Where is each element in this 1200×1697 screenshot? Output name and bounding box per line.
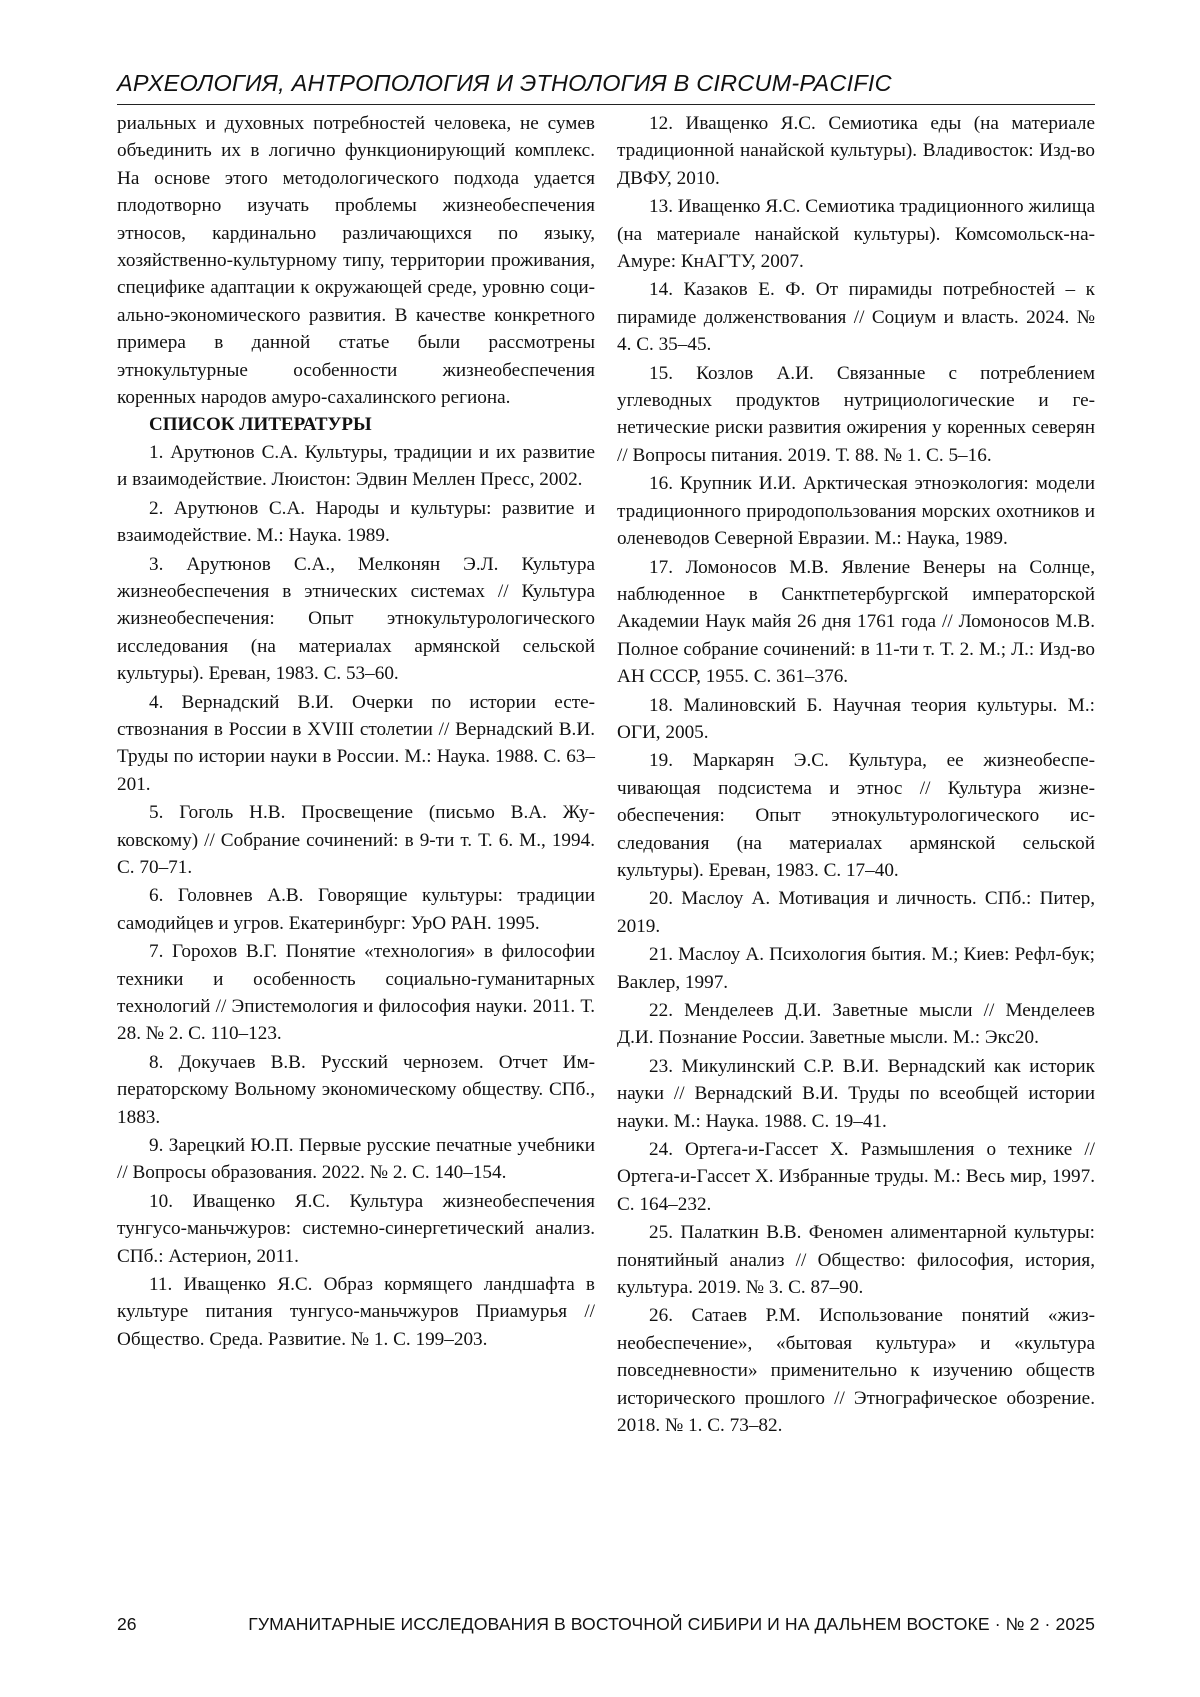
reference-item: 5. Гоголь Н.В. Просвещение (письмо В.А. Жуковскому) // Собрание сочинений: в 9-ти т. Т. 6. М., 1994. С. 70–71. xyxy=(117,802,595,878)
reference-item: 21. Маслоу А. Психология бытия. М.; Киев: Рефл-бук; Ваклер, 1997. xyxy=(617,944,1095,993)
reference-item: 22. Менделеев Д.И. Заветные мысли // Менделеев Д.И. Познание России. Заветные мысли. М.: Экс20. xyxy=(617,1000,1095,1049)
reference-item: 18. Малиновский Б. Научная теория культуры. М.: ОГИ, 2005. xyxy=(617,694,1095,743)
reference-item: 13. Иващенко Я.С. Семиотика традиционного жилища (на материале нанайской культуры). Комсомольск-на-Амуре: КнАГТУ, 2007. xyxy=(617,196,1096,273)
reference-item: 10. Иващенко Я.С. Культура жизнеобеспечения тунгусо-маньчжуров: системно-синергетический анализ. СПб.: Астерион, 2011. xyxy=(117,1190,595,1267)
journal-title: ГУМАНИТАРНЫЕ ИССЛЕДОВАНИЯ В ВОСТОЧНОЙ СИБИРИ И НА ДАЛЬНЕМ ВОСТОКЕ · № 2 · 2025 xyxy=(248,1614,1095,1634)
reference-item: 15. Козлов А.И. Связанные с потреблением углеводных продуктов нутрициологические и генетические риски развития ожирения у коренных северян // Вопросы питания. 2019. Т. 88. № 1. С. 5–16. xyxy=(617,362,1095,466)
left-column xyxy=(117,110,595,1354)
reference-item: 26. Сатаев Р.М. Использование понятий «жизнеобеспечение», «бытовая культура» и «культура повседневности» применительно к изучению обществ исторического прошлого // Этнографическое обозрение. 2018. № 1. С. 73–82. xyxy=(617,1305,1095,1437)
reference-item: 3. Арутюнов С.А., Мелконян Э.Л. Культура жизнеобеспечения в этнических системах // Культура жизнеобеспечения: Опыт этнокультурологического исследования (на материалах армянской сельской культуры). Ереван, 1983. С. 53–60. xyxy=(117,553,595,685)
reference-item: 7. Горохов В.Г. Понятие «технология» в философии техники и особенность социально-гуманитарных технологий // Эпистемология и философия науки. 2011. Т. 28. № 2. С. 110–123. xyxy=(117,941,595,1045)
reference-item: 23. Микулинский С.Р. В.И. Вернадский как историк науки // Вернадский В.И. Труды по всеобщей истории науки. М.: Наука. 1988. С. 19–41. xyxy=(617,1055,1095,1132)
right-column xyxy=(617,110,1095,1441)
running-header: АРХЕОЛОГИЯ, АНТРОПОЛОГИЯ И ЭТНОЛОГИЯ В CIRCUM-PACIFIC xyxy=(117,70,892,96)
reference-item: 25. Палаткин В.В. Феномен алиментарной культуры: понятийный анализ // Общество: философия, история, культура. 2019. № 3. С. 87–90. xyxy=(617,1222,1095,1299)
reference-item: 24. Ортега-и-Гассет Х. Размышления о технике // Ортега-и-Гассет Х. Избранные труды. М.: Весь мир, 1997. С. 164–232. xyxy=(617,1139,1095,1215)
reference-item: 11. Иващенко Я.С. Образ кормящего ландшафта в культуре питания тунгусо-маньчжуров Приамурья // Общество. Среда. Развитие. № 1. С. 199–203. xyxy=(117,1274,595,1350)
reference-item: 12. Иващенко Я.С. Семиотика еды (на материале традиционной нанайской культуры). Владивосток: Изд-во ДВФУ, 2010. xyxy=(617,113,1095,189)
reference-item: 16. Крупник И.И. Арктическая этноэкология: модели традиционного природопользования морских охотников и оленеводов Северной Евразии. М.: Наука, 1989. xyxy=(617,473,1095,550)
reference-item: 17. Ломоносов М.В. Явление Венеры на Солнце, наблюденное в Санктпетербургской императорской Академии Наук майя 26 дня 1761 года // Ломоносов М.В. Полное собрание сочинений: в 11-ти т. Т. 2. М.; Л.: Изд-во АН СССР, 1955. С. 361–376. xyxy=(617,556,1095,688)
page-number: 26 xyxy=(117,1614,137,1634)
reference-item: 8. Докучаев В.В. Русский чернозем. Отчет Императорскому Вольному экономическому обществу. СПб., 1883. xyxy=(117,1051,595,1128)
reference-item: 14. Казаков Е. Ф. От пирамиды потребностей – к пирамиде долженствования // Социум и власть. 2024. № 4. С. 35–45. xyxy=(617,279,1095,356)
reference-item: 1. Арутюнов С.А. Культуры, традиции и их развитие и взаимодействие. Люистон: Эдвин Меллен Пресс, 2002. xyxy=(117,441,595,491)
reference-item: 20. Маслоу А. Мотивация и личность. СПб.: Питер, 2019. xyxy=(617,888,1095,937)
intro-paragraph: риальных и духовных потребностей человека, не сумев объединить их в логично функционирующий комплекс. На основе этого методологического подхода удается плодотворно изучать проблемы жизнеобеспечения этносов, кардинально различающихся по языку, хозяйственно-культурному типу, территории проживания, специфике адаптации к окружающей среде, уровню социально-экономического развития. В качестве конкретного примера в данной статье были рассмотрены этнокультурные особенности жизнеобеспечения коренных народов амуро-сахалинского региона. xyxy=(117,113,595,409)
reference-item: 19. Маркарян Э.С. Культура, ее жизнеобеспечивающая подсистема и этнос // Культура жизнеобеспечения: Опыт этнокультурологического исследования (на материалах армянской сельской культуры). Ереван, 1983. С. 17–40. xyxy=(617,750,1095,881)
reference-item: 6. Головнев А.В. Говорящие культуры: традиции самодийцев и угров. Екатеринбург: УрО РАН. 1995. xyxy=(117,885,595,934)
reference-item: 9. Зарецкий Ю.П. Первые русские печатные учебники // Вопросы образования. 2022. № 2. С. 140–154. xyxy=(117,1135,595,1184)
header-divider xyxy=(117,104,1095,105)
page-footer xyxy=(117,1614,1095,1640)
references-title: СПИСОК ЛИТЕРАТУРЫ xyxy=(149,414,372,436)
reference-item: 4. Вернадский В.И. Очерки по истории естествознания в России в XVIII столетии // Вернадский В.И. Труды по истории науки в России. М.: Наука. 1988. С. 63–201. xyxy=(117,691,595,795)
reference-item: 2. Арутюнов С.А. Народы и культуры: развитие и взаимодействие. М.: Наука. 1989. xyxy=(117,497,595,547)
